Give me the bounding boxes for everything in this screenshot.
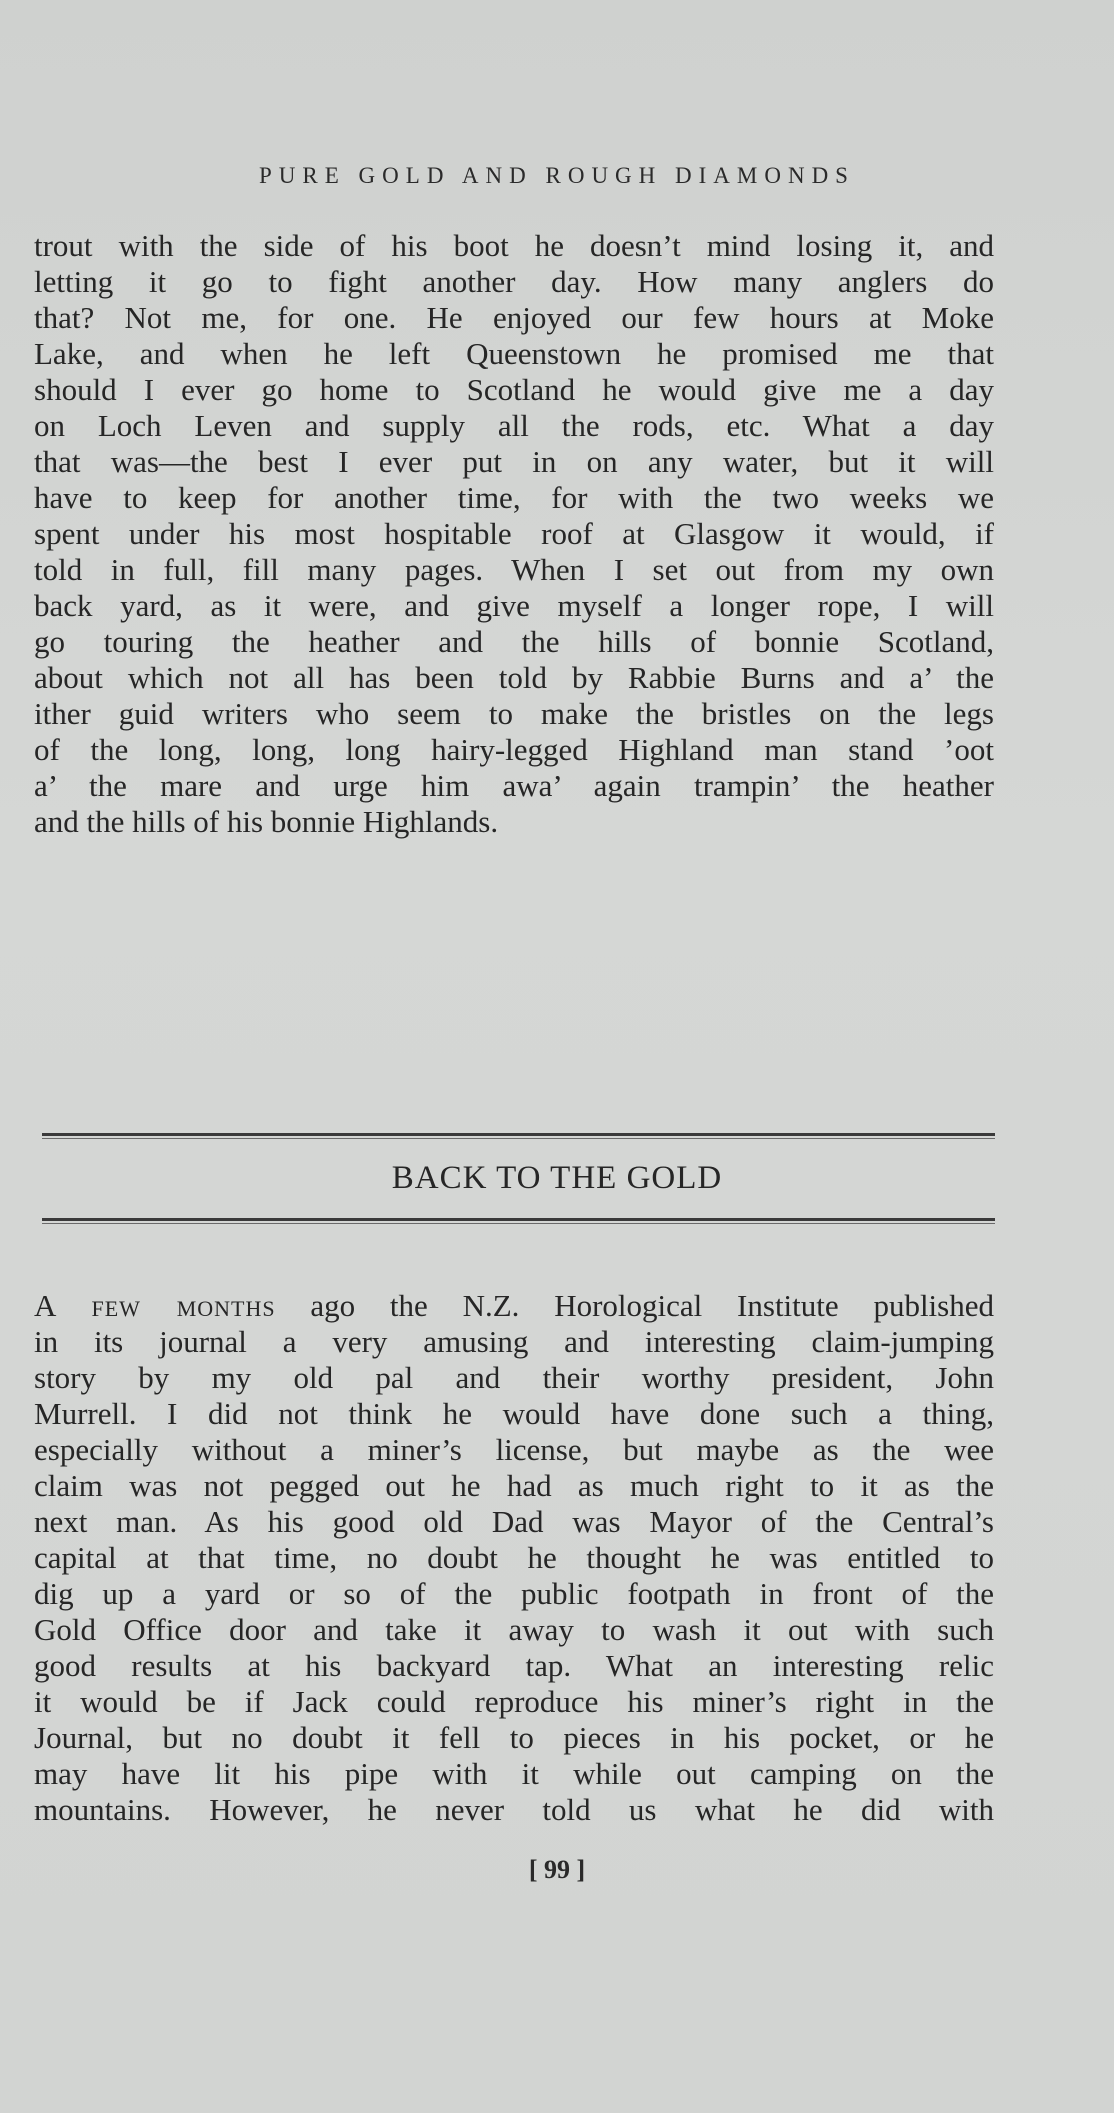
body-line: especially without a miner’s license, but maybe as the wee — [34, 1432, 994, 1467]
body-line: story by my old pal and their worthy president, John — [34, 1360, 994, 1395]
body-line: that was—the best I ever put in on any water, but it will — [34, 444, 994, 479]
opening-smallcaps: A few months — [34, 1288, 276, 1323]
body-line: Journal, but no doubt it fell to pieces in his pocket, or he — [34, 1720, 994, 1755]
body-line: of the long, long, long hairy-legged Highland man stand ’oot — [34, 732, 994, 767]
body-line: trout with the side of his boot he doesn’t mind losing it, and — [34, 228, 994, 263]
running-head: PURE GOLD AND ROUGH DIAMONDS — [259, 163, 855, 188]
body-line: Lake, and when he left Queenstown he promised me that — [34, 336, 994, 371]
body-line-first — [34, 1288, 994, 1324]
section-title: BACK TO THE GOLD — [391, 1160, 723, 1196]
page-number: [ 99 ] — [528, 1855, 586, 1884]
body-line: capital at that time, no doubt he thought he was entitled to — [34, 1540, 994, 1575]
body-line: spent under his most hospitable roof at Glasgow it would, if — [34, 516, 994, 551]
title-rule-top — [42, 1133, 995, 1139]
body-line: next man. As his good old Dad was Mayor of the Central’s — [34, 1504, 994, 1539]
body-line: Gold Office door and take it away to wash it out with such — [34, 1612, 994, 1647]
body-line: dig up a yard or so of the public footpath in front of the — [34, 1576, 994, 1611]
body-line: in its journal a very amusing and interesting claim-jumping — [34, 1324, 994, 1359]
body-line: back yard, as it were, and give myself a longer rope, I will — [34, 588, 994, 623]
body-line: ither guid writers who seem to make the bristles on the legs — [34, 696, 994, 731]
title-rule-bottom — [42, 1218, 995, 1224]
body-line: it would be if Jack could reproduce his miner’s right in the — [34, 1684, 994, 1719]
body-line: good results at his backyard tap. What an interesting relic — [34, 1648, 994, 1683]
body-line: go touring the heather and the hills of bonnie Scotland, — [34, 624, 994, 659]
body-line: letting it go to fight another day. How many anglers do — [34, 264, 994, 299]
body-line: a’ the mare and urge him awa’ again trampin’ the heather — [34, 768, 994, 803]
body-line: may have lit his pipe with it while out camping on the — [34, 1756, 994, 1791]
body-line: about which not all has been told by Rabbie Burns and a’ the — [34, 660, 994, 695]
body-line: on Loch Leven and supply all the rods, etc. What a day — [34, 408, 994, 443]
opening-line-text: ago the N.Z. Horological Institute published — [275, 1288, 994, 1323]
body-line: claim was not pegged out he had as much right to it as the — [34, 1468, 994, 1503]
body-line-last: and the hills of his bonnie Highlands. — [34, 804, 499, 839]
body-line: have to keep for another time, for with the two weeks we — [34, 480, 994, 515]
body-line: told in full, fill many pages. When I set out from my own — [34, 552, 994, 587]
body-line: Murrell. I did not think he would have done such a thing, — [34, 1396, 994, 1431]
body-line: that? Not me, for one. He enjoyed our few hours at Moke — [34, 300, 994, 335]
body-line: mountains. However, he never told us what he did with — [34, 1792, 994, 1827]
body-line: should I ever go home to Scotland he would give me a day — [34, 372, 994, 407]
